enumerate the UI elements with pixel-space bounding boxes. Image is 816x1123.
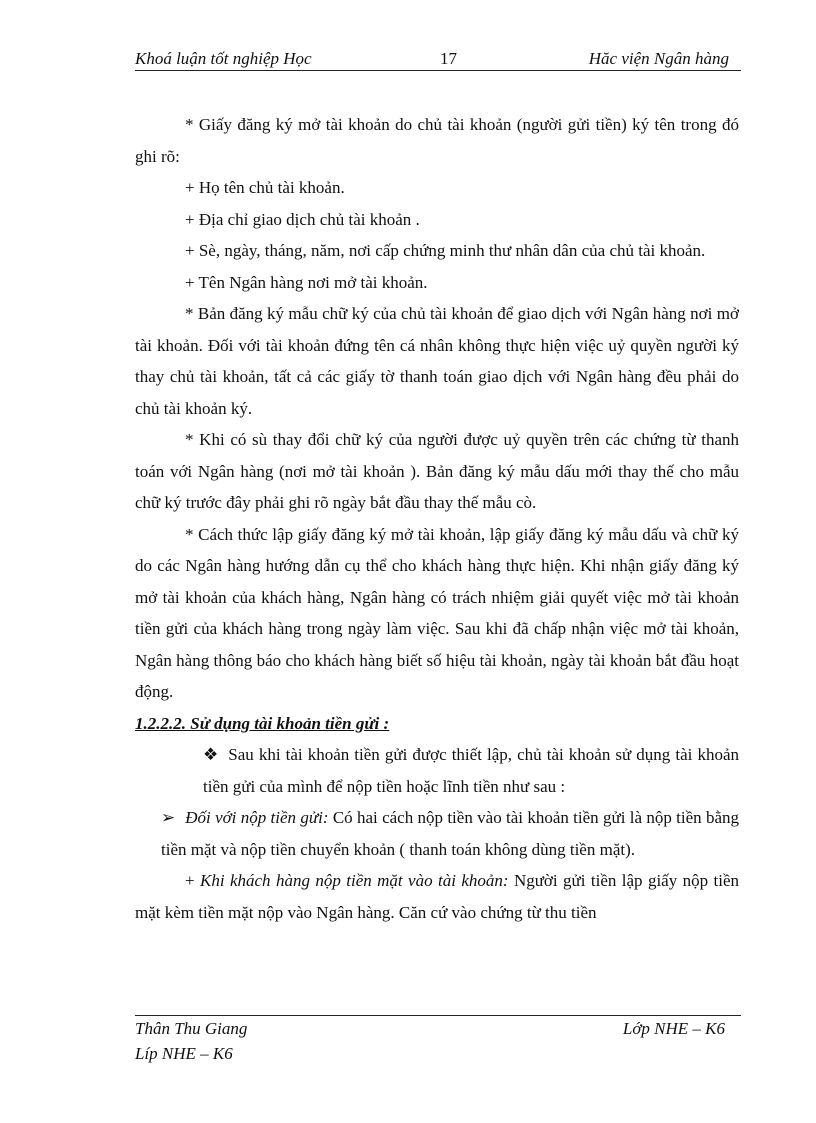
paragraph-signature-change: * Khi có sù thay đổi chữ ký của người được uỷ quyền trên các chứng từ thanh toán với Ngân hàng (nơi mở tài khoản ). Bản đăng ký mẫu dấu mới thay thế cho mẫu chữ ký trước đây phải ghi rõ ngày bắt đầu thay thế mẫu cò. (135, 430, 739, 512)
header-thesis-title: Khoá luận tốt nghiệp Học (135, 49, 312, 68)
diamond-bullet-icon: ❖ (203, 745, 219, 764)
section-heading: 1.2.2.2. Sử dụng tài khoản tiền gửi : (135, 713, 390, 733)
header-page-number: 17 (440, 49, 457, 68)
arrow-item-text: Có hai cách nộp tiền vào tài khoản tiền gửi là nộp tiền bằng tiền mặt và nộp tiền chuyển khoản ( thanh toán không dùng tiền mặt). (161, 808, 739, 859)
header-institution: Hăc viện Ngân hàng (588, 49, 729, 68)
cash-item-text: Người gửi tiền lập giấy nộp tiền mặt kèm tiền mặt nộp vào Ngân hàng. Căn cứ vào chứng từ thu tiền (135, 871, 740, 922)
arrow-bullet-icon: ➢ (161, 808, 176, 827)
paragraph-id-card: + Sè, ngày, tháng, năm, nơi cấp chứng minh thư nhân dân của chủ tài khoản. (185, 241, 706, 260)
paragraph-signature-specimen: * Bản đăng ký mẫu chữ ký của chủ tài khoản để giao dịch với Ngân hàng nơi mở tài khoản. Đối với tài khoản đứng tên cá nhân không thực hiện việc uỷ quyền người ký thay chủ tài khoản, tất cả các giấy tờ thanh toán giao dịch với Ngân hàng đều phải do chủ tài khoản ký. (135, 304, 739, 418)
footer-class-secondary: Líp NHE – K6 (135, 1044, 233, 1063)
paragraph-account-form: * Giấy đăng ký mở tài khoản do chủ tài khoản (người gửi tiền) ký tên trong đó ghi rõ: (135, 115, 739, 166)
paragraph-holder-name: + Họ tên chủ tài khoản. (185, 178, 345, 197)
cash-deposit-item (135, 865, 739, 928)
diamond-item-text: Sau khi tài khoản tiền gửi được thiết lập, chủ tài khoản sử dụng tài khoản tiền gửi của mình để nộp tiền hoặc lĩnh tiền như sau : (203, 745, 739, 796)
footer-author: Thân Thu Giang (135, 1019, 248, 1038)
page-header (135, 48, 741, 71)
arrow-item-lead: Đối với nộp tiền gửi: (185, 808, 329, 827)
paragraph-holder-address: + Địa chỉ giao dịch chủ tài khoản . (185, 209, 420, 229)
cash-item-prefix: + (185, 871, 200, 890)
paragraph-bank-name: + Tên Ngân hàng nơi mở tài khoản. (185, 272, 428, 292)
body-text (135, 109, 739, 928)
page-footer (135, 1015, 741, 1066)
paragraph-procedure: * Cách thức lập giấy đăng ký mở tài khoản, lập giấy đăng ký mẫu dấu và chữ ký do các Ngân hàng hướng dẫn cụ thể cho khách hàng thực hiện. Khi nhận giấy đăng ký mở tài khoản của khách hàng, Ngân hàng có trách nhiệm giải quyết việc mở tài khoản tiền gửi của khách hàng trong ngày làm việc. Sau khi đã chấp nhận việc mở tài khoản, Ngân hàng thông báo cho khách hàng biết số hiệu tài khoản, ngày tài khoản bắt đầu hoạt động. (135, 524, 739, 701)
diamond-list-item (135, 739, 739, 802)
footer-class: Lớp NHE – K6 (622, 1019, 725, 1038)
cash-item-lead: Khi khách hàng nộp tiền mặt vào tài khoản: (200, 871, 509, 890)
arrow-list-item (135, 802, 739, 865)
